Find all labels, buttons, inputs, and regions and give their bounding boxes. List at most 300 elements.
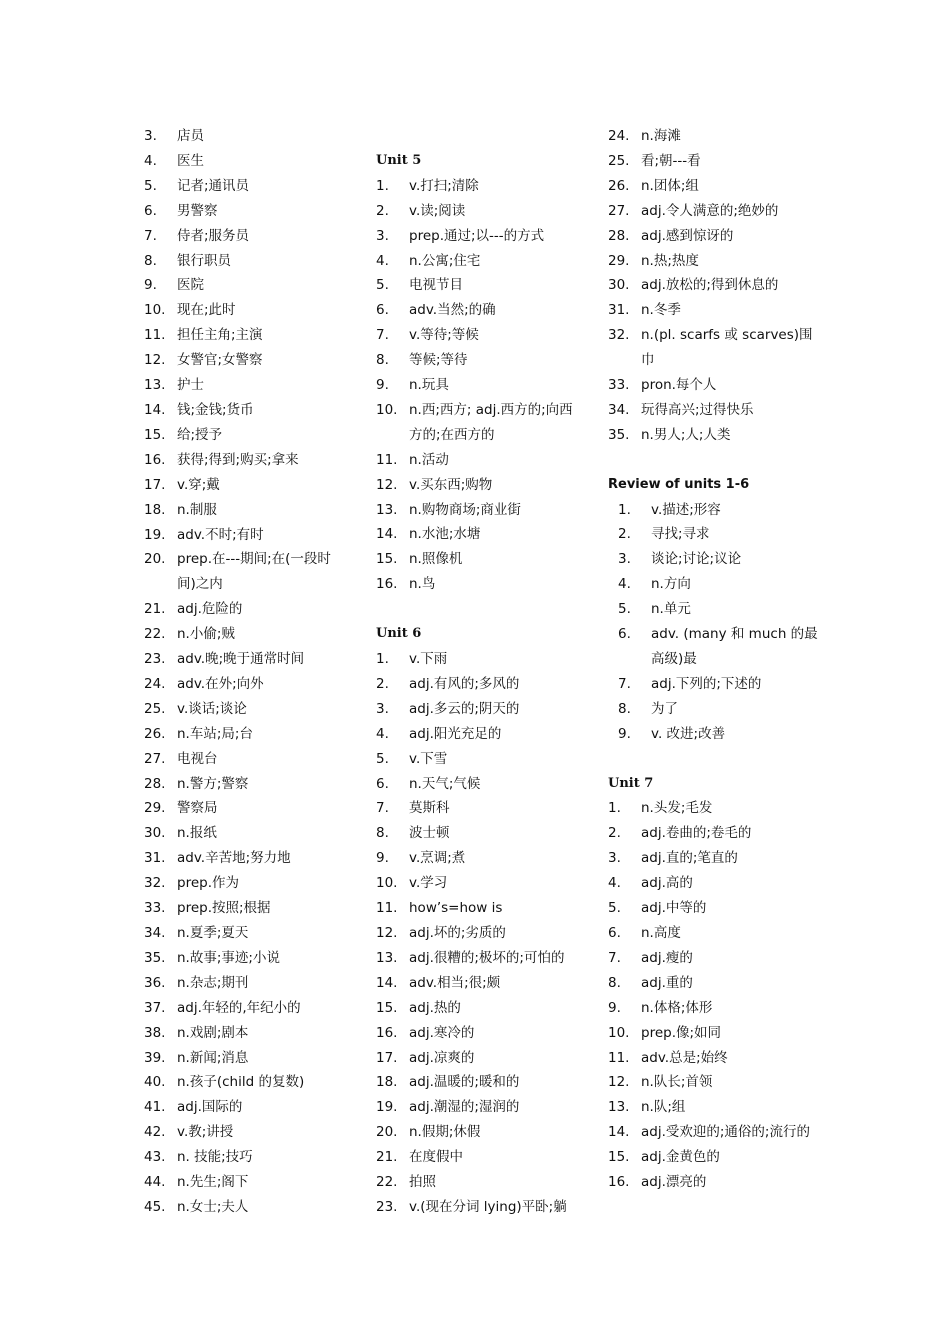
item-number: 13.	[376, 949, 398, 966]
list-item	[144, 348, 349, 373]
list-item	[144, 846, 349, 871]
item-number: 8.	[608, 974, 621, 991]
item-number: 29.	[144, 800, 166, 817]
item-number: 44.	[144, 1174, 166, 1191]
spacer	[608, 747, 818, 772]
spacer	[608, 448, 818, 473]
item-definition: adj.潮湿的;湿润的	[409, 1099, 520, 1116]
list-item	[144, 1046, 349, 1071]
item-definition: n.报纸	[177, 825, 217, 842]
list-item	[144, 1195, 349, 1220]
item-definition: 记者;通讯员	[177, 177, 250, 194]
item-number: 9.	[618, 725, 631, 742]
item-number: 5.	[608, 900, 621, 917]
item-definition: n.公寓;住宅	[409, 252, 481, 269]
item-definition: n.购物商场;商业街	[409, 501, 521, 518]
item-definition: adv.在外;向外	[177, 675, 264, 692]
list-item	[144, 921, 349, 946]
list-item	[608, 921, 818, 946]
item-definition: v. 改进;改善	[651, 725, 726, 742]
list-item	[376, 1046, 586, 1071]
list-item	[376, 697, 586, 722]
list-item	[376, 547, 586, 572]
item-definition: adj.有风的;多风的	[409, 675, 520, 692]
item-definition: n.(pl. scarfs 或 scarves)围巾	[641, 327, 813, 369]
item-number: 6.	[144, 202, 157, 219]
item-definition: adj.危险的	[177, 601, 243, 618]
item-definition: 电视台	[177, 750, 218, 767]
item-definition: 给;授予	[177, 426, 223, 443]
list-item	[376, 298, 586, 323]
item-definition: v.教;讲授	[177, 1124, 234, 1141]
item-definition: 等候;等待	[409, 352, 468, 369]
list-item	[144, 149, 349, 174]
list-item	[144, 971, 349, 996]
item-number: 8.	[144, 252, 157, 269]
item-definition: n.天气;气候	[409, 775, 481, 792]
item-number: 11.	[376, 451, 398, 468]
item-definition: adv.辛苦地;努力地	[177, 850, 291, 867]
list-item	[144, 373, 349, 398]
item-definition: n.新闻;消息	[177, 1049, 249, 1066]
section-heading: Unit 5	[376, 152, 422, 168]
item-definition: adj.阳光充足的	[409, 725, 502, 742]
item-definition: n.鸟	[409, 576, 436, 593]
list-item	[608, 522, 818, 547]
item-definition: 为了	[651, 700, 678, 717]
item-definition: adj.年轻的,年纪小的	[177, 999, 301, 1016]
list-item	[144, 946, 349, 971]
list-item	[608, 896, 818, 921]
list-item	[376, 946, 586, 971]
item-number: 8.	[376, 352, 389, 369]
item-number: 30.	[608, 277, 630, 294]
item-number: 10.	[608, 1024, 630, 1041]
list-item	[376, 1070, 586, 1095]
item-definition: adj.寒冷的	[409, 1024, 475, 1041]
list-item	[608, 697, 818, 722]
item-number: 14.	[376, 974, 398, 991]
item-number: 10.	[376, 875, 398, 892]
list-item	[376, 373, 586, 398]
item-definition: adj.国际的	[177, 1099, 243, 1116]
item-definition: 女警官;女警察	[177, 352, 263, 369]
item-number: 15.	[376, 999, 398, 1016]
item-definition: adj.放松的;得到休息的	[641, 277, 779, 294]
list-item	[376, 522, 586, 547]
item-definition: n.方向	[651, 576, 691, 593]
list-item	[376, 971, 586, 996]
item-definition: 寻找;寻求	[651, 526, 710, 543]
item-definition: 侍者;服务员	[177, 227, 250, 244]
item-number: 34.	[608, 401, 630, 418]
item-number: 3.	[608, 850, 621, 867]
list-item	[144, 647, 349, 672]
item-number: 5.	[144, 177, 157, 194]
item-definition: n.团体;组	[641, 177, 699, 194]
item-number: 40.	[144, 1074, 166, 1091]
item-number: 29.	[608, 252, 630, 269]
item-number: 7.	[376, 800, 389, 817]
list-item	[608, 821, 818, 846]
item-definition: 莫斯科	[409, 800, 450, 817]
item-number: 12.	[376, 924, 398, 941]
list-item	[144, 199, 349, 224]
item-definition: v.打扫;清除	[409, 177, 479, 194]
list-item	[376, 747, 586, 772]
item-number: 11.	[608, 1049, 630, 1066]
item-number: 1.	[608, 800, 621, 817]
item-number: 28.	[144, 775, 166, 792]
item-number: 3.	[618, 551, 631, 568]
item-number: 21.	[144, 601, 166, 618]
list-item	[608, 273, 818, 298]
item-definition: 看;朝---看	[641, 152, 701, 169]
item-definition: adv.总是;始终	[641, 1049, 728, 1066]
item-definition: v.学习	[409, 875, 448, 892]
item-definition: n.冬季	[641, 302, 681, 319]
item-number: 27.	[608, 202, 630, 219]
item-number: 20.	[144, 551, 166, 568]
item-number: 27.	[144, 750, 166, 767]
list-item	[144, 273, 349, 298]
item-definition: n.车站;局;台	[177, 725, 253, 742]
item-definition: v.(现在分词 lying)平卧;躺	[409, 1198, 567, 1215]
item-definition: adj.温暖的;暖和的	[409, 1074, 520, 1091]
item-number: 25.	[144, 700, 166, 717]
section-heading: Unit 6	[376, 626, 422, 642]
item-definition: adv.相当;很;颇	[409, 974, 501, 991]
item-number: 24.	[608, 128, 630, 144]
item-definition: 警察局	[177, 800, 218, 817]
item-definition: n.小偷;贼	[177, 626, 235, 643]
list-item	[376, 996, 586, 1021]
list-item	[608, 249, 818, 274]
item-number: 14.	[376, 526, 398, 543]
item-number: 17.	[376, 1049, 398, 1066]
item-number: 16.	[144, 451, 166, 468]
item-definition: adv.当然;的确	[409, 302, 496, 319]
list-item	[608, 722, 818, 747]
list-item	[144, 1145, 349, 1170]
list-item	[376, 672, 586, 697]
list-item	[376, 273, 586, 298]
list-item	[608, 1170, 818, 1195]
item-definition: adj.凉爽的	[409, 1049, 475, 1066]
item-number: 25.	[608, 152, 630, 169]
list-item	[376, 772, 586, 797]
item-definition: adj.很糟的;极坏的;可怕的	[409, 949, 565, 966]
item-definition: v.烹调;煮	[409, 850, 466, 867]
item-definition: 电视节目	[409, 277, 463, 294]
item-definition: adj.热的	[409, 999, 461, 1016]
list-item	[144, 423, 349, 448]
list-item	[608, 1145, 818, 1170]
list-item	[608, 971, 818, 996]
item-number: 6.	[376, 302, 389, 319]
item-number: 23.	[376, 1198, 398, 1215]
item-definition: adj.金黄色的	[641, 1149, 720, 1166]
item-number: 32.	[608, 327, 630, 344]
list-item	[144, 124, 349, 149]
list-item	[608, 547, 818, 572]
item-definition: n.活动	[409, 451, 449, 468]
item-number: 7.	[144, 227, 157, 244]
item-definition: 护士	[177, 377, 204, 394]
item-definition: n.队;组	[641, 1099, 686, 1116]
list-item	[144, 1170, 349, 1195]
list-item	[376, 323, 586, 348]
list-item	[376, 448, 586, 473]
item-number: 19.	[144, 526, 166, 543]
item-definition: n.头发;毛发	[641, 800, 713, 817]
list-item	[608, 1095, 818, 1120]
item-number: 14.	[608, 1124, 630, 1141]
item-number: 13.	[608, 1099, 630, 1116]
list-item	[608, 946, 818, 971]
item-definition: 担任主角;主演	[177, 327, 263, 344]
item-number: 18.	[376, 1074, 398, 1091]
item-definition: v.读;阅读	[409, 202, 466, 219]
item-definition: n.热;热度	[641, 252, 699, 269]
item-definition: n.女士;夫人	[177, 1198, 249, 1215]
item-number: 39.	[144, 1049, 166, 1066]
item-number: 45.	[144, 1198, 166, 1215]
list-item	[144, 498, 349, 523]
list-item	[608, 323, 818, 373]
item-definition: v.谈话;谈论	[177, 700, 247, 717]
item-number: 20.	[376, 1124, 398, 1141]
item-definition: n.警方;警察	[177, 775, 249, 792]
item-number: 13.	[376, 501, 398, 518]
item-number: 3.	[376, 227, 389, 244]
item-number: 22.	[376, 1174, 398, 1191]
list-item	[608, 597, 818, 622]
list-item	[144, 996, 349, 1021]
list-item	[144, 796, 349, 821]
item-number: 38.	[144, 1024, 166, 1041]
list-item	[144, 249, 349, 274]
list-item	[608, 1046, 818, 1071]
item-definition: prep.作为	[177, 875, 239, 892]
list-item	[608, 996, 818, 1021]
item-definition: pron.每个人	[641, 377, 717, 394]
list-item	[376, 572, 586, 597]
item-number: 31.	[608, 302, 630, 319]
item-definition: n.男人;人;人类	[641, 426, 731, 443]
item-number: 5.	[376, 750, 389, 767]
list-item	[376, 174, 586, 199]
item-definition: adj.坏的;劣质的	[409, 924, 506, 941]
list-item	[376, 871, 586, 896]
list-item	[376, 249, 586, 274]
list-item	[608, 1070, 818, 1095]
list-item	[144, 1095, 349, 1120]
list-item	[608, 796, 818, 821]
item-number: 12.	[144, 352, 166, 369]
item-definition: n.孩子(child 的复数)	[177, 1074, 305, 1091]
item-number: 31.	[144, 850, 166, 867]
item-number: 35.	[144, 949, 166, 966]
list-item	[144, 523, 349, 548]
item-number: 34.	[144, 925, 166, 941]
list-item	[376, 821, 586, 846]
item-number: 18.	[144, 501, 166, 518]
item-number: 4.	[608, 875, 621, 892]
item-number: 15.	[376, 551, 398, 568]
item-definition: 拍照	[409, 1174, 436, 1191]
list-item	[376, 348, 586, 373]
item-definition: 医院	[177, 277, 204, 294]
item-number: 1.	[618, 501, 631, 518]
item-definition: v.描述;形容	[651, 501, 721, 518]
item-definition: adj.令人满意的;绝妙的	[641, 202, 779, 219]
item-definition: prep.像;如同	[641, 1024, 722, 1041]
item-definition: n.队长;首领	[641, 1074, 713, 1091]
item-definition: adv.不时;有时	[177, 526, 264, 543]
item-definition: adj.高的	[641, 875, 693, 892]
item-number: 41.	[144, 1099, 166, 1116]
item-number: 37.	[144, 999, 166, 1016]
item-definition: 获得;得到;购买;拿来	[177, 451, 299, 468]
item-number: 26.	[608, 177, 630, 194]
list-item	[376, 1120, 586, 1145]
item-number: 2.	[376, 675, 389, 692]
list-item	[608, 423, 818, 448]
item-definition: adj.多云的;阴天的	[409, 700, 520, 717]
list-item	[608, 1120, 818, 1145]
list-item	[144, 1120, 349, 1145]
item-number: 6.	[618, 626, 631, 643]
section-heading: Review of units 1-6	[608, 476, 750, 492]
item-number: 9.	[144, 277, 157, 294]
item-number: 26.	[144, 725, 166, 742]
item-number: 36.	[144, 974, 166, 991]
list-item	[608, 224, 818, 249]
list-item	[608, 1021, 818, 1046]
item-number: 7.	[618, 675, 631, 692]
item-definition: adj.感到惊讶的	[641, 227, 734, 244]
item-definition: n.故事;事迹;小说	[177, 949, 280, 966]
item-number: 10.	[376, 401, 398, 418]
item-definition: v.下雪	[409, 750, 448, 767]
item-number: 10.	[144, 302, 166, 319]
item-definition: 银行职员	[177, 252, 231, 269]
item-number: 6.	[376, 775, 389, 792]
list-item	[144, 697, 349, 722]
list-item	[376, 896, 586, 921]
item-number: 7.	[608, 949, 621, 966]
column-3	[608, 124, 818, 1195]
item-number: 11.	[144, 327, 166, 344]
item-number: 16.	[376, 1024, 398, 1041]
section-heading: Unit 7	[608, 775, 654, 791]
list-item	[144, 896, 349, 921]
list-item	[608, 498, 818, 523]
item-number: 15.	[608, 1149, 630, 1166]
list-item	[144, 1070, 349, 1095]
list-item	[608, 572, 818, 597]
item-number: 17.	[144, 476, 166, 493]
list-item	[608, 373, 818, 398]
item-definition: n.高度	[641, 924, 681, 941]
list-item	[376, 846, 586, 871]
item-definition: 玩得高兴;过得快乐	[641, 401, 754, 418]
item-number: 3.	[144, 128, 157, 144]
item-number: 24.	[144, 675, 166, 692]
item-definition: n.假期;休假	[409, 1124, 481, 1141]
list-item	[608, 871, 818, 896]
item-definition: n.单元	[651, 601, 691, 618]
list-item	[144, 821, 349, 846]
list-item	[376, 1145, 586, 1170]
item-number: 14.	[144, 401, 166, 418]
item-definition: v.穿;戴	[177, 476, 220, 493]
list-item	[144, 224, 349, 249]
list-item	[376, 473, 586, 498]
item-definition: 现在;此时	[177, 302, 236, 319]
list-item	[144, 473, 349, 498]
item-definition: n.夏季;夏天	[177, 925, 249, 941]
list-item	[144, 1021, 349, 1046]
item-number: 1.	[376, 651, 389, 667]
item-definition: prep.按照;根据	[177, 900, 271, 917]
item-number: 32.	[144, 875, 166, 892]
item-number: 16.	[376, 576, 398, 593]
item-number: 19.	[376, 1099, 398, 1116]
item-definition: 店员	[177, 128, 204, 144]
item-number: 2.	[608, 825, 621, 842]
item-number: 11.	[376, 900, 398, 917]
item-definition: adj.重的	[641, 974, 693, 991]
item-number: 3.	[376, 700, 389, 717]
list-item	[376, 722, 586, 747]
list-item	[144, 448, 349, 473]
list-item	[608, 149, 818, 174]
list-item	[376, 398, 586, 448]
list-item	[376, 1170, 586, 1195]
item-number: 9.	[376, 850, 389, 867]
item-definition: n.水池;水塘	[409, 526, 481, 543]
item-number: 16.	[608, 1174, 630, 1191]
list-item	[144, 298, 349, 323]
item-number: 33.	[608, 377, 630, 394]
list-item	[144, 772, 349, 797]
item-number: 4.	[376, 252, 389, 269]
item-definition: v.等待;等候	[409, 327, 479, 344]
list-item	[608, 174, 818, 199]
item-definition: adv. (many 和 much 的最高级)最	[651, 626, 818, 668]
list-item	[144, 722, 349, 747]
item-number: 9.	[608, 999, 621, 1016]
item-definition: adj.卷曲的;卷毛的	[641, 825, 752, 842]
item-definition: 谈论;讨论;议论	[651, 551, 742, 568]
list-item	[608, 199, 818, 224]
item-number: 21.	[376, 1149, 398, 1166]
column-2	[376, 124, 586, 1220]
list-item	[608, 622, 818, 672]
list-item	[376, 1021, 586, 1046]
item-number: 4.	[144, 152, 157, 169]
item-definition: adj.受欢迎的;通俗的;流行的	[641, 1124, 810, 1141]
item-number: 13.	[144, 377, 166, 394]
item-number: 9.	[376, 377, 389, 394]
list-item	[608, 124, 818, 149]
item-definition: n.海滩	[641, 128, 681, 144]
item-definition: 钱;金钱;货币	[177, 401, 254, 418]
list-item	[144, 547, 349, 597]
item-number: 30.	[144, 825, 166, 842]
